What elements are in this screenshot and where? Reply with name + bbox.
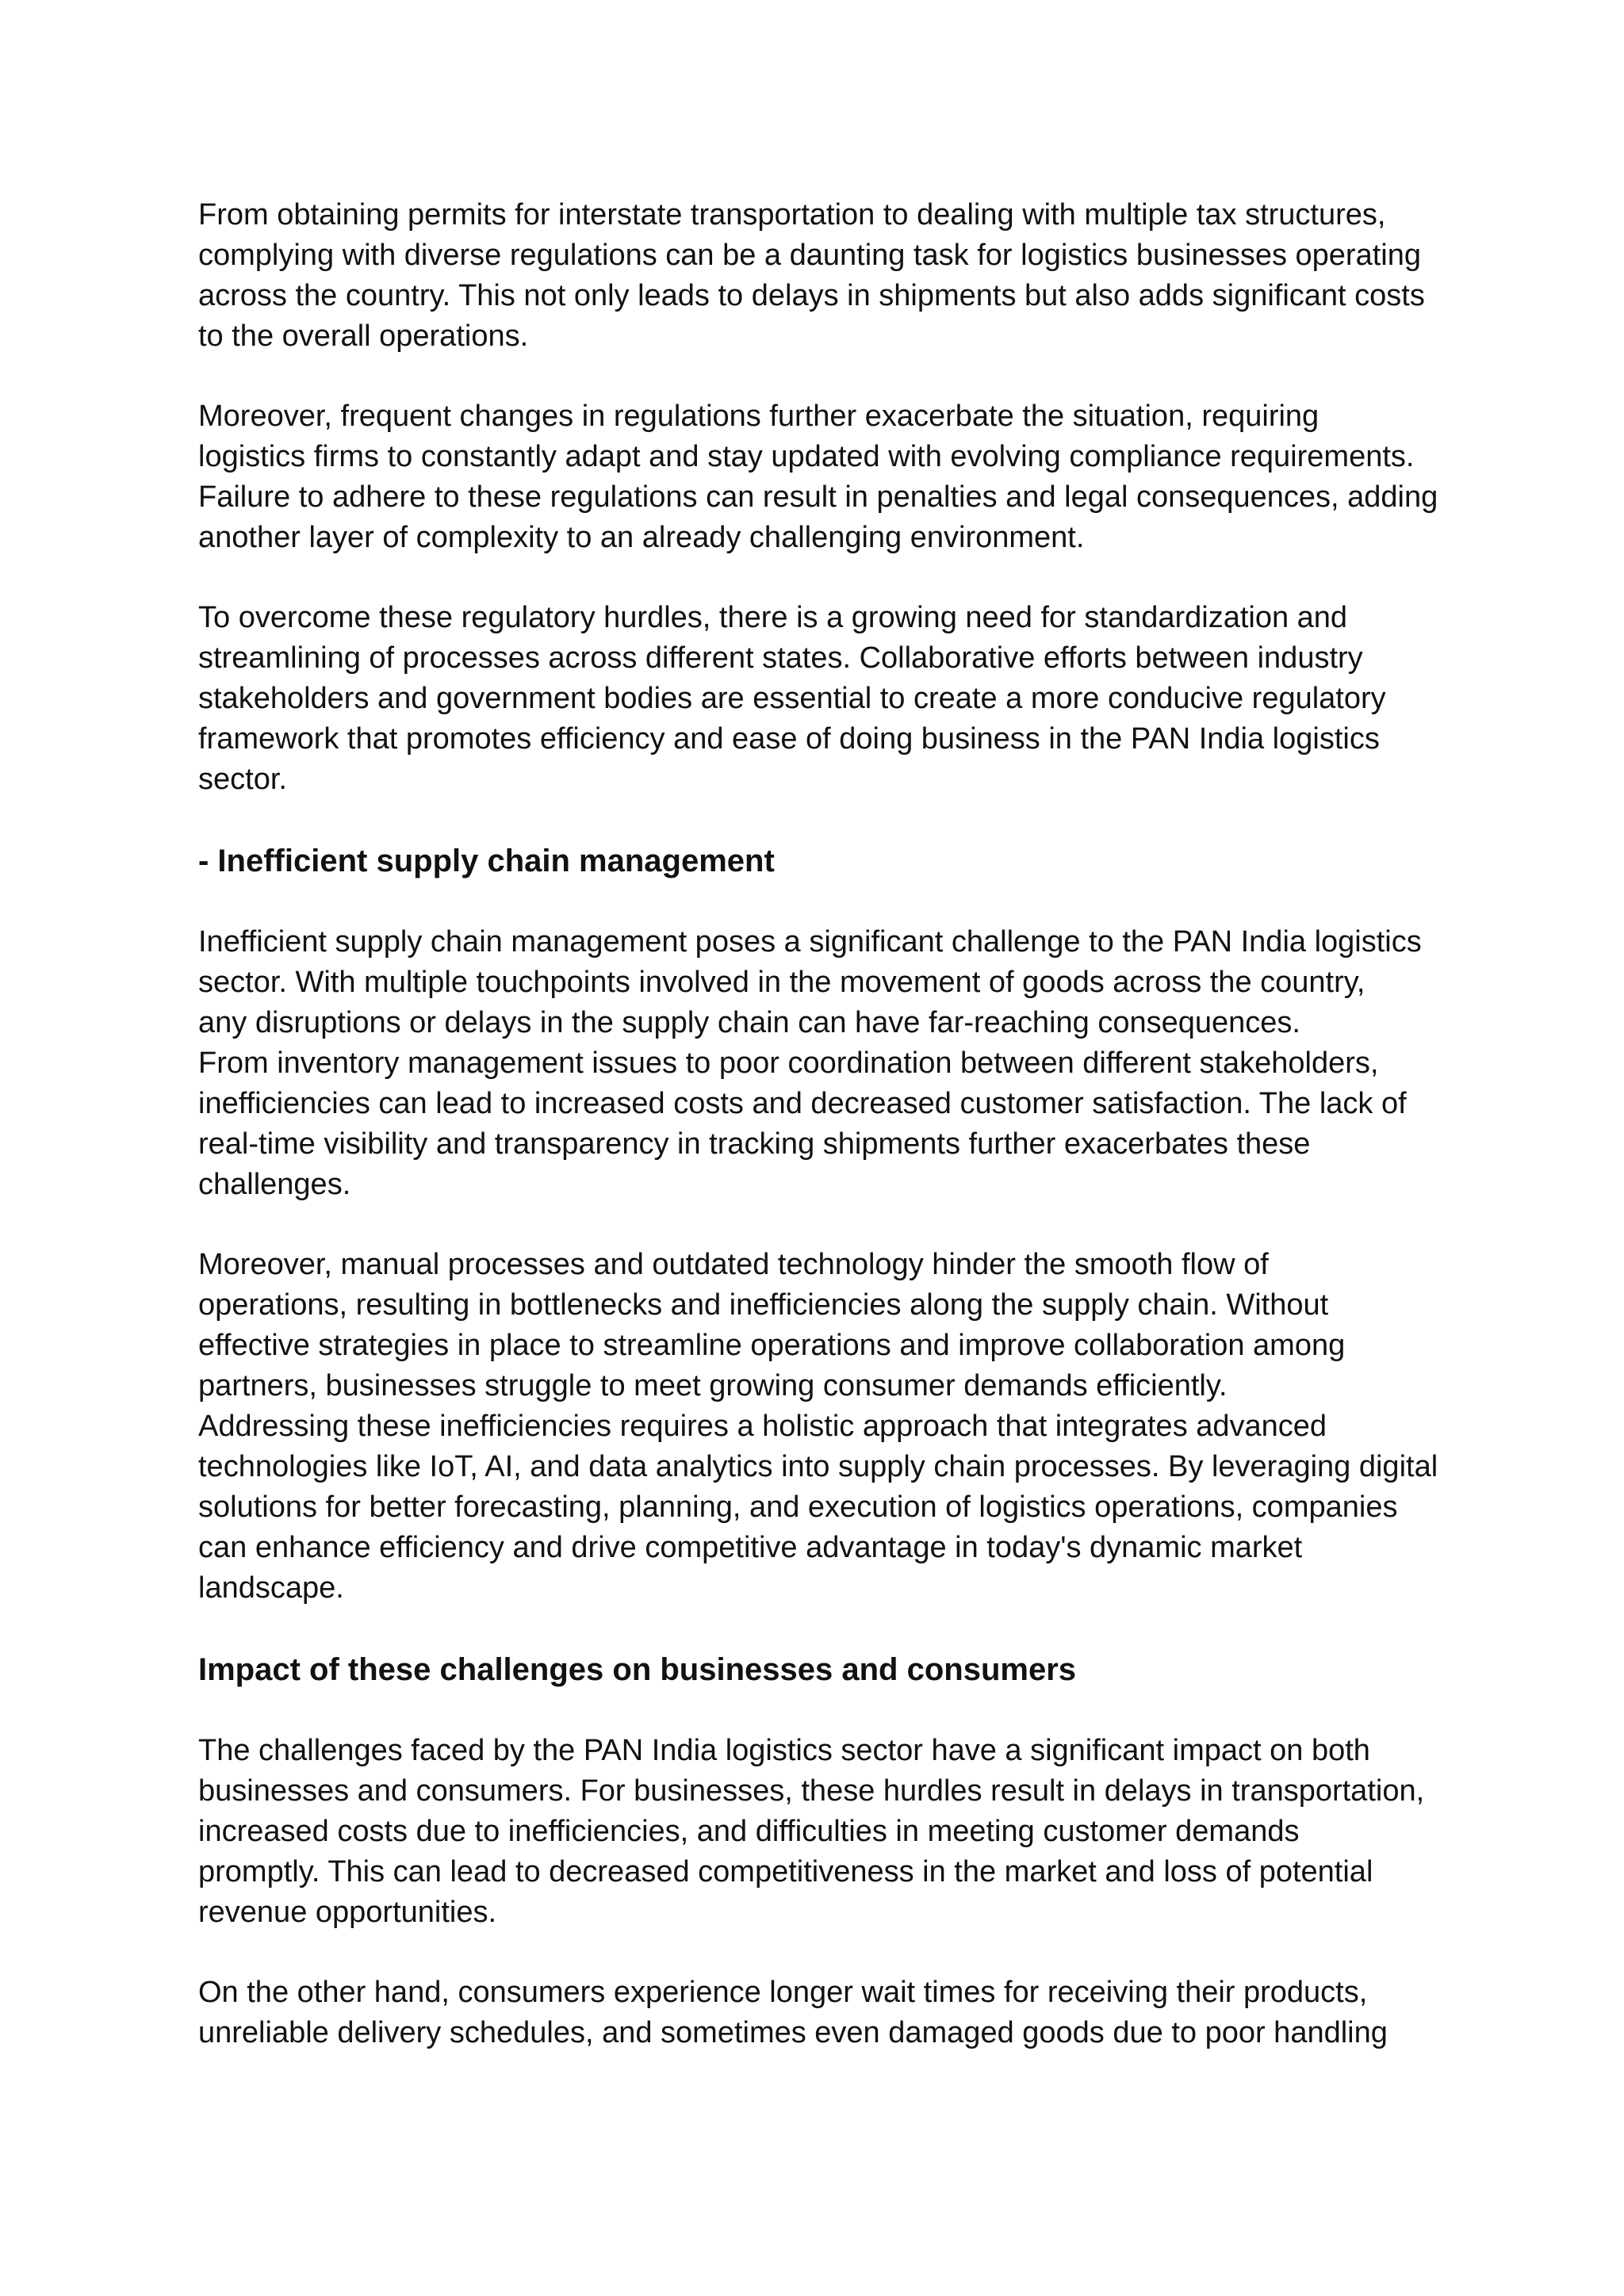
- text-line: To overcome these regulatory hurdles, there is a growing need for standardization and: [198, 601, 1348, 634]
- text-line: to the overall operations.: [198, 320, 529, 353]
- paragraph-standardization: [198, 598, 1443, 800]
- text-line: Inefficient supply chain management poses a significant challenge to the PAN India logistics: [198, 925, 1422, 959]
- text-line: unreliable delivery schedules, and sometimes even damaged goods due to poor handling: [198, 2016, 1388, 2049]
- text-line: promptly. This can lead to decreased competitiveness in the market and loss of potential: [198, 1855, 1373, 1888]
- text-line: On the other hand, consumers experience longer wait times for receiving their products,: [198, 1976, 1368, 2009]
- paragraph-regulation-changes: [198, 396, 1443, 558]
- text-line: complying with diverse regulations can be a daunting task for logistics businesses operating: [198, 239, 1421, 272]
- text-line: can enhance efficiency and drive competitive advantage in today's dynamic market: [198, 1531, 1303, 1564]
- paragraph-impact-businesses: [198, 1731, 1443, 1933]
- text-line: framework that promotes efficiency and ease of doing business in the PAN India logistics: [198, 722, 1380, 756]
- text-line: operations, resulting in bottlenecks and inefficiencies along the supply chain. Without: [198, 1288, 1329, 1322]
- text-line: challenges.: [198, 1168, 351, 1201]
- text-line: businesses and consumers. For businesses, these hurdles result in delays in transportation,: [198, 1774, 1425, 1808]
- text-line: Moreover, frequent changes in regulations further exacerbate the situation, requiring: [198, 400, 1320, 433]
- text-line: effective strategies in place to streamline operations and improve collaboration among: [198, 1329, 1346, 1362]
- text-line: technologies like IoT, AI, and data analytics into supply chain processes. By leveraging digital: [198, 1450, 1438, 1483]
- text-line: across the country. This not only leads to delays in shipments but also adds significant costs: [198, 279, 1425, 312]
- text-line: another layer of complexity to an already challenging environment.: [198, 521, 1085, 554]
- text-line: logistics firms to constantly adapt and stay updated with evolving compliance requirements.: [198, 440, 1415, 473]
- text-line: any disruptions or delays in the supply chain can have far-reaching consequences.: [198, 1006, 1300, 1039]
- text-line: landscape.: [198, 1571, 344, 1605]
- paragraph-permits: [198, 195, 1443, 357]
- text-line: inefficiencies can lead to increased costs and decreased customer satisfaction. The lack of: [198, 1087, 1407, 1120]
- text-line: Moreover, manual processes and outdated technology hinder the smooth flow of: [198, 1248, 1269, 1281]
- text-line: sector. With multiple touchpoints involved in the movement of goods across the country,: [198, 966, 1365, 999]
- paragraph-manual-processes: [198, 1245, 1443, 1609]
- document-body: [198, 195, 1443, 2053]
- text-line: Failure to adhere to these regulations can result in penalties and legal consequences, adding: [198, 480, 1438, 514]
- text-line: increased costs due to inefficiencies, and difficulties in meeting customer demands: [198, 1815, 1300, 1848]
- text-line: Addressing these inefficiencies requires a holistic approach that integrates advanced: [198, 1410, 1327, 1443]
- text-line: From obtaining permits for interstate transportation to dealing with multiple tax structures,: [198, 198, 1386, 232]
- text-line: real-time visibility and transparency in tracking shipments further exacerbates these: [198, 1127, 1311, 1161]
- text-line: solutions for better forecasting, planning, and execution of logistics operations, companies: [198, 1490, 1398, 1524]
- text-line: stakeholders and government bodies are essential to create a more conducive regulatory: [198, 682, 1386, 715]
- text-line: The challenges faced by the PAN India logistics sector have a significant impact on both: [198, 1734, 1370, 1767]
- section-heading-supply-chain: - Inefficient supply chain management: [198, 844, 775, 878]
- paragraph-impact-consumers: [198, 1973, 1443, 2053]
- text-line: streamlining of processes across different states. Collaborative efforts between industry: [198, 641, 1363, 675]
- text-line: revenue opportunities.: [198, 1896, 497, 1929]
- text-line: From inventory management issues to poor coordination between different stakeholders,: [198, 1047, 1379, 1080]
- section-heading-impact: Impact of these challenges on businesses and consumers: [198, 1652, 1077, 1687]
- text-line: partners, businesses struggle to meet growing consumer demands efficiently.: [198, 1369, 1228, 1402]
- paragraph-supply-chain-challenge: [198, 922, 1443, 1205]
- text-line: sector.: [198, 763, 287, 796]
